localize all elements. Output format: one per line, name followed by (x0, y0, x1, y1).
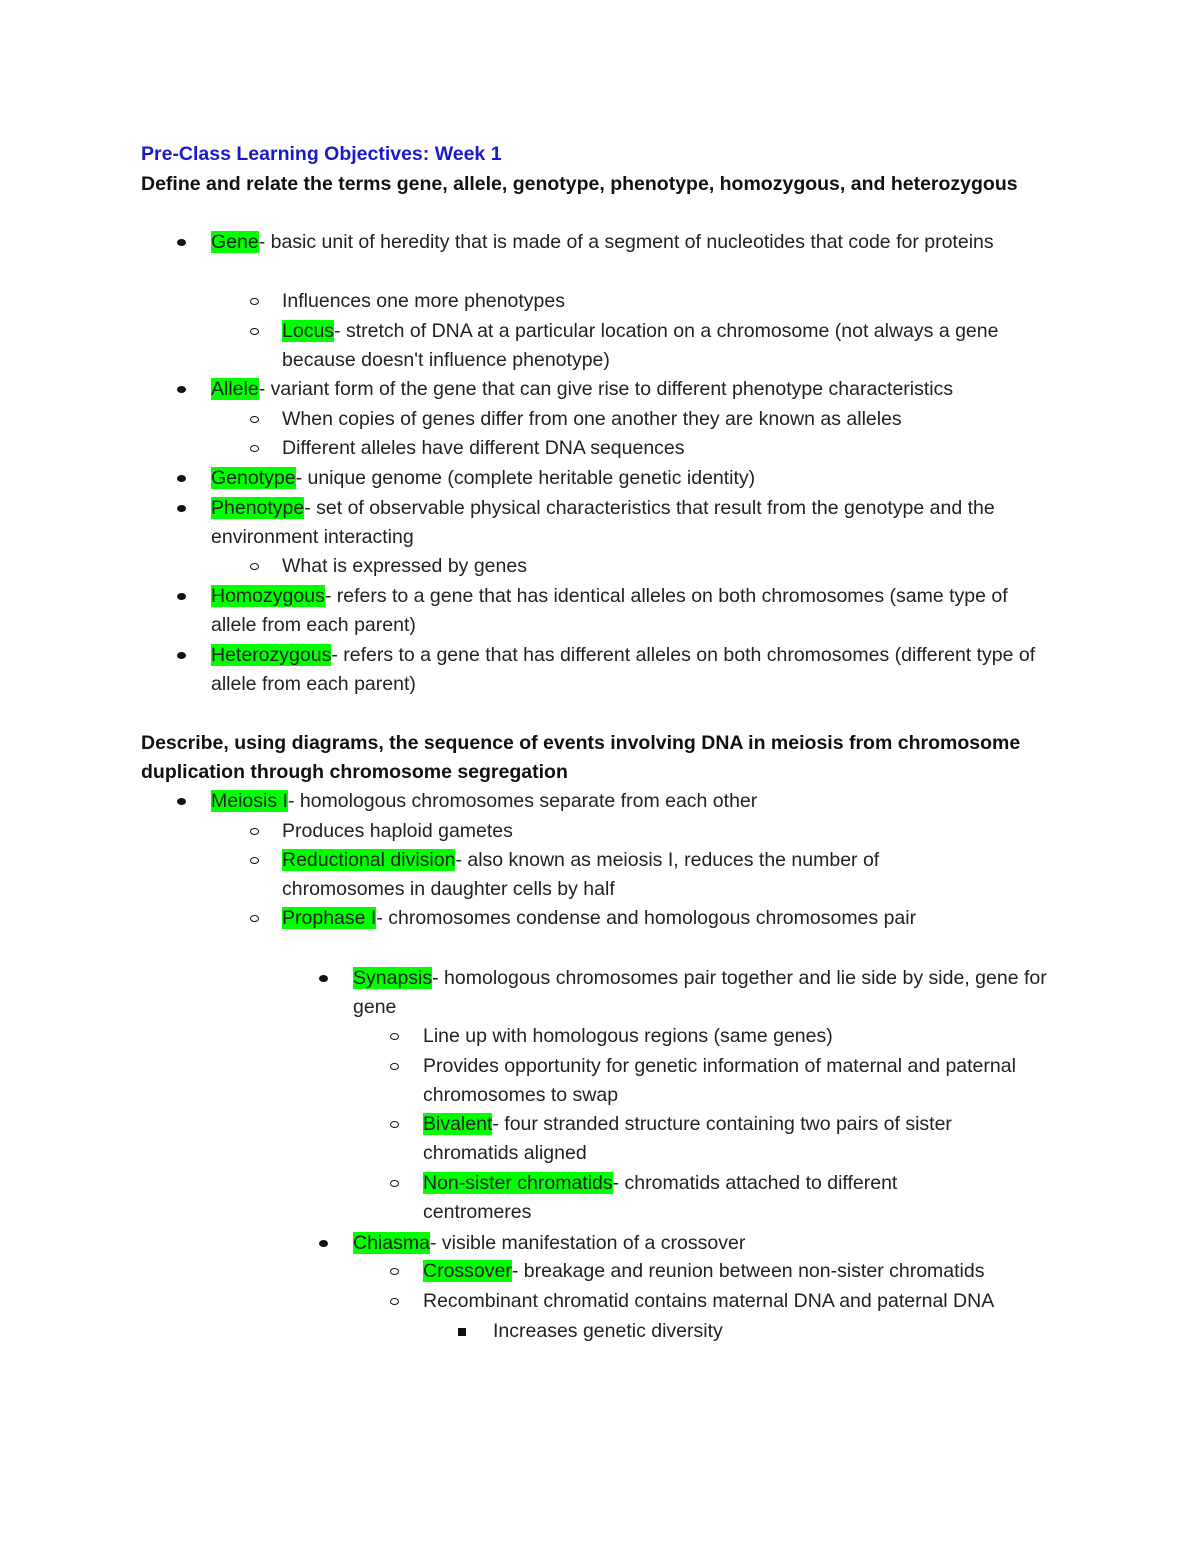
definition-text: - refers to a gene that has different alleles on both chromosomes (different type of allele from each parent) (211, 644, 1036, 695)
bullet-circle-icon (390, 1121, 399, 1128)
list-item-prophase-1 (282, 904, 1082, 933)
bullet-circle-icon (250, 857, 259, 864)
list-item-homozygous (211, 582, 1051, 640)
bullet-circle-icon (250, 828, 259, 835)
highlight-term: Gene (211, 231, 259, 253)
list-item-meiosis-1 (211, 787, 1071, 816)
bullet-disc-icon (177, 798, 186, 805)
highlight-term: Prophase I (282, 907, 377, 929)
bullet-circle-icon (390, 1063, 399, 1070)
definition-text: - homologous chromosomes separate from each other (287, 790, 758, 812)
definition-text: - four stranded structure containing two pairs of sister chromatids aligned (423, 1113, 952, 1164)
bullet-circle-icon (390, 1180, 399, 1187)
list-item-crossover (423, 1257, 1103, 1286)
bullet-circle-icon (390, 1298, 399, 1305)
highlight-term: Crossover (423, 1260, 512, 1282)
list-item-phenotype (211, 494, 1071, 552)
bullet-circle-icon (250, 328, 259, 335)
list-item-genotype (211, 464, 1091, 493)
list-item: Line up with homologous regions (same genes) (423, 1025, 833, 1047)
list-item-allele (211, 375, 1091, 404)
highlight-term: Heterozygous (211, 644, 332, 666)
list-item: Recombinant chromatid contains maternal DNA and paternal DNA (423, 1290, 995, 1312)
list-item-non-sister-chromatids (423, 1169, 983, 1227)
bullet-disc-icon (177, 505, 186, 512)
list-item-locus (282, 317, 1042, 375)
bullet-disc-icon (177, 239, 186, 246)
list-item-synapsis (353, 964, 1053, 1022)
highlight-term: Synapsis (353, 967, 433, 989)
bullet-disc-icon (177, 475, 186, 482)
bullet-circle-icon (390, 1033, 399, 1040)
highlight-term: Chiasma (353, 1232, 430, 1254)
list-item-bivalent (423, 1110, 1033, 1168)
bullet-disc-icon (319, 975, 328, 982)
definition-text: - stretch of DNA at a particular location on a chromosome (not always a gene because doesn't influence phenotype) (282, 320, 999, 371)
bullet-disc-icon (319, 1240, 328, 1247)
definition-text: - unique genome (complete heritable genetic identity) (295, 467, 756, 489)
bullet-circle-icon (250, 915, 259, 922)
definition-text: - basic unit of heredity that is made of a segment of nucleotides that code for proteins (258, 231, 994, 253)
definition-text: - visible manifestation of a crossover (429, 1232, 746, 1254)
highlight-term: Reductional division (282, 849, 456, 871)
definition-text: - breakage and reunion between non-sister chromatids (511, 1260, 985, 1282)
definition-text: - also known as meiosis I, reduces the number of chromosomes in daughter cells by half (282, 849, 880, 900)
highlight-term: Meiosis I (211, 790, 288, 812)
highlight-term: Locus (282, 320, 335, 342)
bullet-circle-icon (250, 563, 259, 570)
definition-text: - set of observable physical characteristics that result from the genotype and the environment interacting (211, 497, 995, 548)
definition-text: - variant form of the gene that can give rise to different phenotype characteristics (258, 378, 954, 400)
list-item: Increases genetic diversity (493, 1320, 723, 1342)
bullet-circle-icon (250, 416, 259, 423)
highlight-term: Allele (211, 378, 259, 400)
section2-heading: Describe, using diagrams, the sequence of events involving DNA in meiosis from chromosome duplication through chromosome segregation (141, 732, 1021, 783)
list-item: Different alleles have different DNA sequences (282, 437, 685, 459)
bullet-disc-icon (177, 652, 186, 659)
list-item: Provides opportunity for genetic information of maternal and paternal chromosomes to swap (423, 1055, 1016, 1106)
highlight-term: Bivalent (423, 1113, 493, 1135)
section1-heading: Define and relate the terms gene, allele, genotype, phenotype, homozygous, and heterozygous (141, 173, 1018, 195)
highlight-term: Homozygous (211, 585, 325, 607)
bullet-circle-icon (250, 445, 259, 452)
bullet-circle-icon (390, 1268, 399, 1275)
highlight-term: Phenotype (211, 497, 305, 519)
bullet-square-icon (458, 1328, 466, 1336)
bullet-circle-icon (250, 298, 259, 305)
definition-text: - homologous chromosomes pair together and lie side by side, gene for gene (353, 967, 1047, 1018)
highlight-term: Genotype (211, 467, 296, 489)
list-item: Produces haploid gametes (282, 820, 513, 842)
list-item-chiasma (353, 1229, 1093, 1258)
page-title: Pre-Class Learning Objectives: Week 1 (141, 143, 502, 165)
list-item-reductional-division (282, 846, 972, 904)
highlight-term: Non-sister chromatids (423, 1172, 613, 1194)
bullet-disc-icon (177, 386, 186, 393)
list-item: When copies of genes differ from one another they are known as alleles (282, 408, 902, 430)
definition-text: - chromatids attached to different centromeres (423, 1172, 898, 1223)
list-item: Influences one more phenotypes (282, 290, 565, 312)
definition-text: - refers to a gene that has identical alleles on both chromosomes (same type of allele from each parent) (211, 585, 1008, 636)
definition-text: - chromosomes condense and homologous chromosomes pair (376, 907, 917, 929)
list-item-heterozygous (211, 641, 1081, 699)
list-item-gene (211, 228, 1031, 257)
list-item: What is expressed by genes (282, 555, 527, 577)
bullet-disc-icon (177, 593, 186, 600)
